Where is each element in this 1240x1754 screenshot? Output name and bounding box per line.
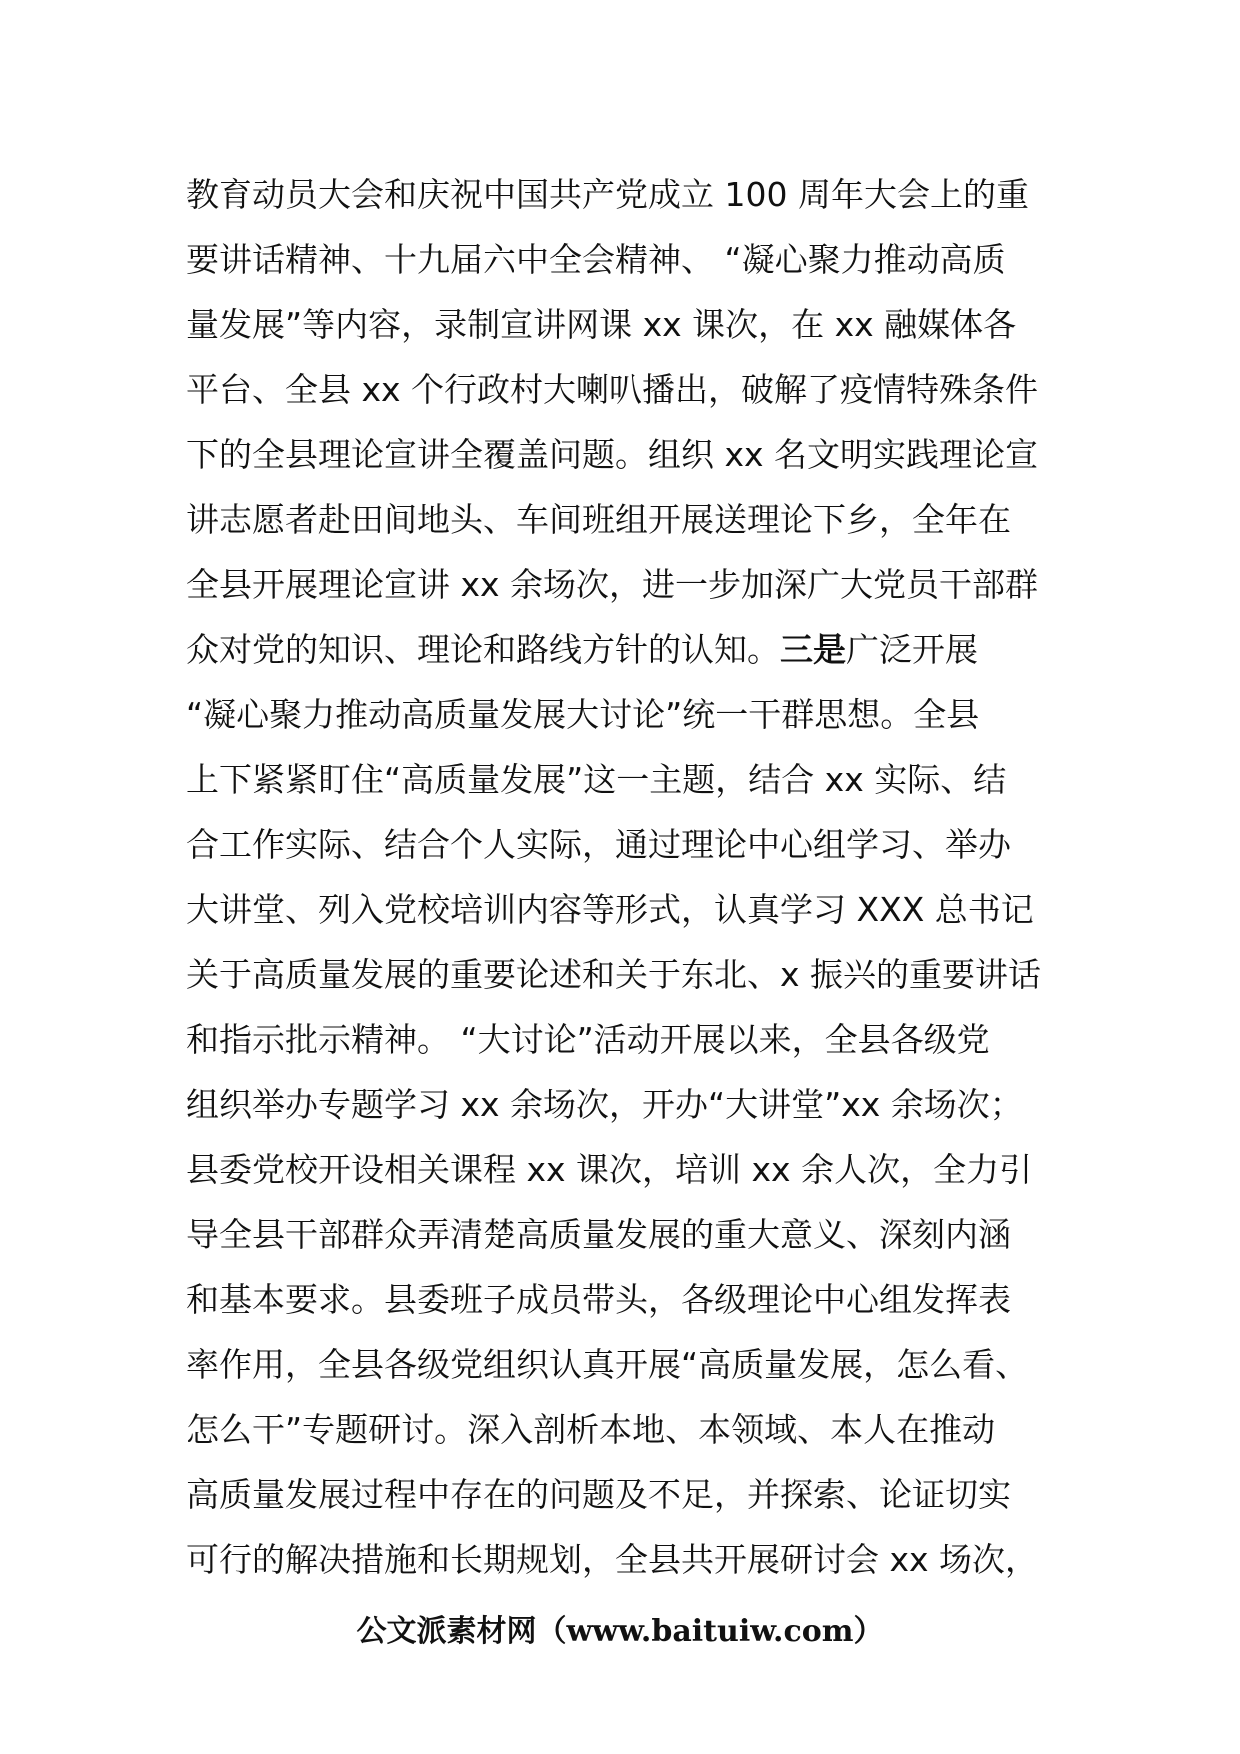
text-line: 量发展”等内容，录制宣讲网课 xx 课次，在 xx 融媒体各 xyxy=(186,305,1017,344)
text-line: 全县开展理论宣讲 xx 余场次，进一步加深广大党员干部群 xyxy=(186,565,1039,604)
text-line: 众对党的知识、理论和路线方针的认知。三是广泛开展 xyxy=(186,630,978,669)
text-line: 和基本要求。县委班子成员带头，各级理论中心组发挥表 xyxy=(186,1280,1011,1319)
text-line: 合工作实际、结合个人实际，通过理论中心组学习、举办 xyxy=(186,825,1011,864)
body-text xyxy=(186,162,1066,1592)
text-line: 教育动员大会和庆祝中国共产党成立 100 周年大会上的重 xyxy=(186,175,1029,214)
text-line: “凝心聚力推动高质量发展大讨论”统一干群思想。全县 xyxy=(186,695,980,734)
text-line: 可行的解决措施和长期规划，全县共开展研讨会 xx 场次， xyxy=(186,1540,1039,1579)
text-line: 平台、全县 xx 个行政村大喇叭播出，破解了疫情特殊条件 xyxy=(186,370,1039,409)
text-line: 上下紧紧盯住“高质量发展”这一主题，结合 xx 实际、结 xyxy=(186,760,1007,799)
bold-marker: 三是 xyxy=(780,630,846,669)
text-line: 和指示批示精神。 “大讨论”活动开展以来，全县各级党 xyxy=(186,1020,990,1059)
text-line: 关于高质量发展的重要论述和关于东北、x 振兴的重要讲话 xyxy=(186,955,1042,994)
text-line: 高质量发展过程中存在的问题及不足，并探索、论证切实 xyxy=(186,1475,1011,1514)
text-line: 县委党校开设相关课程 xx 课次，培训 xx 余人次，全力引 xyxy=(186,1150,1033,1189)
text-line: 导全县干部群众弄清楚高质量发展的重大意义、深刻内涵 xyxy=(186,1215,1011,1254)
footer-watermark: 公文派素材网（www.baituiw.com） xyxy=(356,1614,884,1649)
text-line: 大讲堂、列入党校培训内容等形式，认真学习 XXX 总书记 xyxy=(186,890,1034,929)
text-line: 率作用，全县各级党组织认真开展“高质量发展，怎么看、 xyxy=(186,1345,1029,1384)
text-line: 组织举办专题学习 xx 余场次，开办“大讲堂”xx 余场次； xyxy=(186,1085,1023,1124)
text-line: 要讲话精神、十九届六中全会精神、 “凝心聚力推动高质 xyxy=(186,240,1006,279)
text-line: 下的全县理论宣讲全覆盖问题。组织 xx 名文明实践理论宣 xyxy=(186,435,1039,474)
text-line: 怎么干”专题研讨。深入剖析本地、本领域、本人在推动 xyxy=(186,1410,996,1449)
text-line: 讲志愿者赴田间地头、车间班组开展送理论下乡，全年在 xyxy=(186,500,1011,539)
